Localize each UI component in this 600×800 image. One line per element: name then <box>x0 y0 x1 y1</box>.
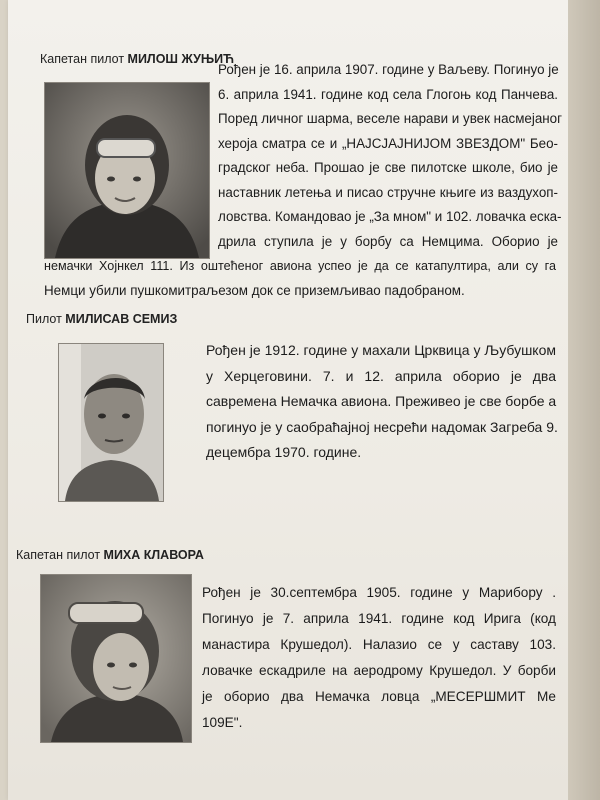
pilot-rank: Капетан пилот <box>40 52 125 66</box>
pilot-photo-klavora <box>40 574 192 743</box>
bio-line: ловства. Командовао је „За мном" и 102. ловачка ескa- <box>218 209 562 224</box>
bio-line: Погинуо је 7. априла 1941. године код Ирига (код <box>202 611 556 626</box>
bio-line: погинуо је у саобраћајној несрећи надомак Загреба 9. <box>206 418 558 435</box>
pilot-rank: Пилот <box>26 312 62 326</box>
bio-line: Поред личног шарма, веселе нарави и увек насмејаног <box>218 111 563 126</box>
page-edge <box>568 0 600 800</box>
bio-line: 6. априла 1941. године код села Глогоњ код Панчева. <box>218 86 558 102</box>
bio-line: 109Е". <box>202 715 243 730</box>
bio-line: Рођен је 16. априла 1907. године у Ваљеву. Погинуо је <box>218 62 559 77</box>
bio-line: је оборио два Немачка ловца „МЕСЕРШМИТ Ме <box>202 689 556 704</box>
bio-line: Немци убили пушкомитраљезом док се приземљивао падобраном. <box>44 282 465 298</box>
bio-line: манастира Крушедол). Налазио се у саставу 103. <box>202 637 556 652</box>
bio-line: Рођен је 1912. године у махали Црквица у Љубушком <box>206 342 556 358</box>
pilot-photo-zhunic <box>44 82 210 259</box>
pilot-bio-3 <box>202 580 556 736</box>
pilot-bio-2 <box>206 338 556 466</box>
pilot-heading-1 <box>40 52 234 66</box>
bio-line: немачки Хојнкел 111. Из оштећеног авиона успео је да се катапултира, али су га <box>44 259 556 273</box>
bio-line: децембра 1970. године. <box>206 444 362 460</box>
pilot-bio-1-continued <box>44 254 556 303</box>
bio-line: у Херцеговини. 7. и 12. априла оборио је два <box>206 367 556 384</box>
pilot-rank: Капетан пилот <box>16 548 101 562</box>
bio-line: наставник летења и писао стручне књиге из ваздухоп- <box>218 184 558 200</box>
pilot-name: МИЛИСАВ СЕМИЗ <box>65 312 178 326</box>
bio-line: градског неба. Прошао је све пилотске школе, био је <box>218 160 558 175</box>
pilot-name: МИХА КЛАВОРА <box>103 548 204 562</box>
bio-line: савремена Немачка авиона. Преживео је све борбе а <box>206 393 557 409</box>
bio-line: дрила ступила је у борбу са Немцима. Оборио је <box>218 233 558 249</box>
pilot-heading-2 <box>26 312 177 326</box>
bio-line: хероја сматра се и „НАЈСЈАЈНИЈОМ ЗВЕЗДОМ" Бео- <box>218 135 558 151</box>
pilot-name: МИЛОШ ЖУЊИЋ <box>127 52 235 66</box>
bio-line: ловачке ескадриле на аеродрому Крушедол. У борби <box>202 663 556 678</box>
pilot-photo-semiz <box>58 343 164 502</box>
pilot-bio-1 <box>218 58 563 254</box>
pilot-heading-3 <box>16 548 204 562</box>
bio-line: Рођен је 30.септембра 1905. године у Марибору . <box>202 585 556 600</box>
